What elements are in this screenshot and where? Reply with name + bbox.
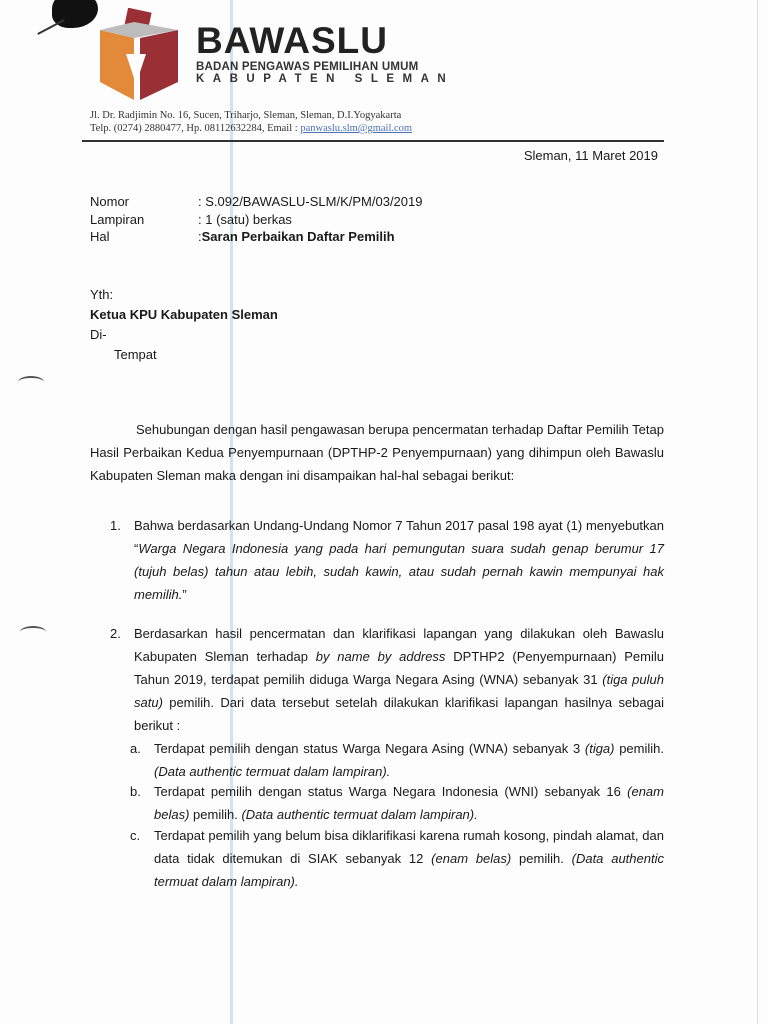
law-quote: Warga Negara Indonesia yang pada hari pemungutan suara sudah genap berumur 17 (tujuh belas) tahun atau lebih, sudah kawin, atau sudah pernah kawin mempunyai hak memilih. xyxy=(134,541,664,602)
greeting: Yth: xyxy=(90,287,114,302)
letterhead-divider xyxy=(82,140,664,142)
letterhead-brand xyxy=(196,22,454,85)
brand-name: BAWASLU xyxy=(196,20,388,61)
sub-list-item: c. Terdapat pemilih yang belum bisa diklarifikasi karena rumah kosong, pindah alamat, dan data tidak ditemukan di SIAK sebanyak 12 (enam belas) pemilih. (Data authentic termuat dalam lampiran). xyxy=(130,828,664,889)
email-link[interactable]: panwaslu.slm@gmail.com xyxy=(300,123,413,134)
pen-mark xyxy=(37,19,64,35)
letterhead-address xyxy=(90,109,412,135)
recipient-name: Ketua KPU Kabupaten Sleman xyxy=(90,307,278,322)
meta-nomor: Nomor : S.092/BAWASLU-SLM/K/PM/03/2019 xyxy=(90,194,423,209)
brand-region: KABUPATEN SLEMAN xyxy=(196,73,455,85)
letter-date: Sleman, 11 Maret 2019 xyxy=(523,148,658,163)
punch-hole-mark xyxy=(18,376,44,388)
list-item: 2. Berdasarkan hasil pencermatan dan klarifikasi lapangan yang dilakukan oleh Bawaslu Kabupaten Sleman terhadap by name by address DPTHP2 (Penyempurnaan) Pemilu Tahun 2019, terdapat pemilih diduga Warga Negara Asing (WNA) sebanyak 31 (tiga puluh satu) pemilih. Dari data tersebut setelah dilakukan klarifikasi lapangan hasilnya sebagai berikut : xyxy=(110,626,664,733)
list-item: 1. Bahwa berdasarkan Undang-Undang Nomor 7 Tahun 2017 pasal 198 ayat (1) menyebutkan “Warga Negara Indonesia yang pada hari pemungutan suara sudah genap berumur 17 (tujuh belas) tahun atau lebih, sudah kawin, atau sudah pernah kawin mempunyai hak memilih.” xyxy=(110,518,664,602)
intro-paragraph: Sehubungan dengan hasil pengawasan berupa pencermatan terhadap Daftar Pemilih Tetap Hasil Perbaikan Kedua Penyempurnaan (DPTHP-2 Penyempurnaan) yang dihimpun oleh Bawaslu Kabupaten Sleman maka dengan ini disampaikan hal-hal sebagai berikut: xyxy=(90,422,664,483)
phone-text: Telp. (0274) 2880477, Hp. 08112632284, Email : xyxy=(90,123,301,134)
meta-lampiran: Lampiran : 1 (satu) berkas xyxy=(90,211,292,227)
recipient-di: Di- xyxy=(90,327,107,342)
meta-hal: Hal : Saran Perbaikan Daftar Pemilih xyxy=(90,229,395,244)
brand-subtitle: BADAN PENGAWAS PEMILIHAN UMUM xyxy=(196,61,419,73)
recipient-place: Tempat xyxy=(114,347,157,362)
punch-hole-mark xyxy=(20,626,46,638)
recipient-block xyxy=(90,285,278,365)
page-edge xyxy=(757,0,758,1024)
bawaslu-logo-icon xyxy=(88,8,188,104)
sub-list-item: a. Terdapat pemilih dengan status Warga Negara Asing (WNA) sebanyak 3 (tiga) pemilih. (Data authentic termuat dalam lampiran). xyxy=(130,741,664,779)
subject: Saran Perbaikan Daftar Pemilih xyxy=(201,229,395,244)
sub-list-item: b. Terdapat pemilih dengan status Warga Negara Indonesia (WNI) sebanyak 16 (enam belas) pemilih. (Data authentic termuat dalam lampiran). xyxy=(130,784,664,822)
address-line: Jl. Dr. Radjimin No. 16, Sucen, Triharjo, Sleman, Sleman, D.I.Yogyakarta xyxy=(90,110,402,121)
contact-line xyxy=(90,122,412,135)
letter-meta xyxy=(90,193,422,246)
